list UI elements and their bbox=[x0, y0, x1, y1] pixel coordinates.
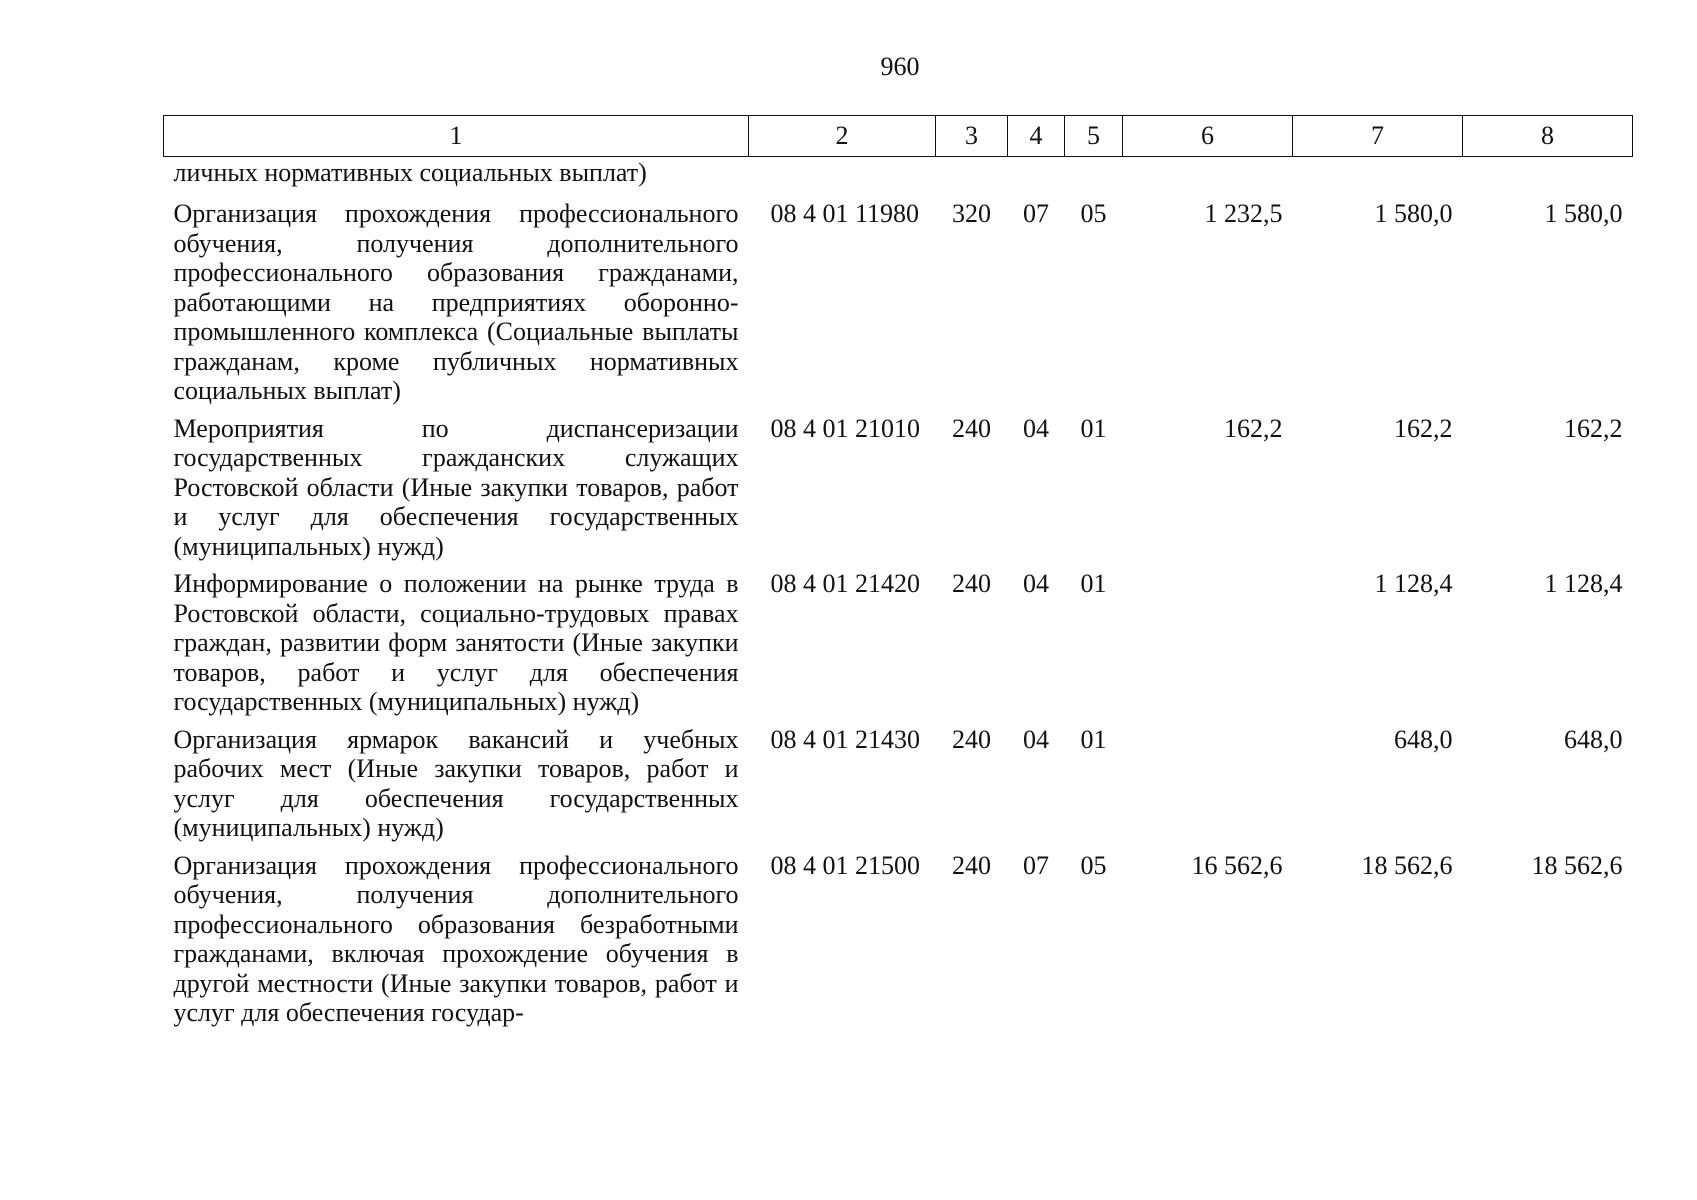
target-article-code: 08 4 01 21430 bbox=[770, 724, 920, 754]
amount-col-8: 18 562,6 bbox=[1531, 850, 1623, 880]
column-header: 8 bbox=[1463, 116, 1633, 157]
row-description: Организация прохождения профессионального обучения, получения дополнительного профессионального образования гражданами, работающими на предприятиях оборонно-промышленного комплекса (Социальные выплаты гражданам, кроме публичных нормативных социальных выплат) bbox=[173, 199, 739, 405]
column-header: 1 bbox=[164, 116, 749, 157]
target-article-code: 08 4 01 21420 bbox=[770, 569, 920, 598]
expense-type-code: 240 bbox=[952, 724, 991, 754]
amount-col-6: 162,2 bbox=[1224, 413, 1283, 443]
amount-col-8: 162,2 bbox=[1564, 413, 1623, 443]
amount-col-7: 18 562,6 bbox=[1361, 850, 1453, 880]
target-article-code: 08 4 01 21500 bbox=[770, 850, 920, 880]
subsection-code: 05 bbox=[1080, 199, 1107, 228]
row-description: Организация ярмарок вакансий и учебных рабочих мест (Иные закупки товаров, работ и услуг для обеспечения государственных (муниципальных) нужд) bbox=[173, 724, 739, 842]
expense-type-code: 240 bbox=[952, 413, 991, 443]
header-row bbox=[164, 116, 1633, 157]
subsection-code: 05 bbox=[1080, 850, 1107, 880]
row-description: Организация прохождения профессионального обучения, получения дополнительного профессионального образования безработными гражданами, включая прохождение обучения в другой местности (Иные закупки товаров, работ и услуг для обеспечения государ- bbox=[173, 850, 739, 1027]
row-description: Информирование о положении на рынке труда в Ростовской области, социально-трудовых правах граждан, развитии форм занятости (Иные закупки товаров, работ и услуг для обеспечения государственных (муниципальных) нужд) bbox=[173, 569, 739, 716]
continuation-text: личных нормативных социальных выплат) bbox=[173, 158, 647, 187]
column-header: 7 bbox=[1293, 116, 1463, 157]
subsection-code: 01 bbox=[1080, 569, 1107, 598]
subsection-code: 01 bbox=[1080, 413, 1107, 443]
target-article-code: 08 4 01 21010 bbox=[770, 413, 920, 443]
section-code: 07 bbox=[1023, 199, 1049, 228]
amount-col-7: 162,2 bbox=[1394, 413, 1453, 443]
amount-col-7: 1 128,4 bbox=[1374, 569, 1453, 598]
table-row bbox=[164, 189, 1633, 408]
section-code: 04 bbox=[1023, 569, 1049, 598]
target-article-code: 08 4 01 11980 bbox=[770, 199, 920, 228]
subsection-code: 01 bbox=[1080, 724, 1107, 754]
budget-table bbox=[163, 115, 1633, 1030]
table-row bbox=[164, 563, 1633, 719]
expense-type-code: 240 bbox=[952, 569, 991, 598]
expense-type-code: 240 bbox=[952, 850, 991, 880]
column-header: 5 bbox=[1065, 116, 1123, 157]
amount-col-7: 648,0 bbox=[1394, 724, 1453, 754]
section-code: 04 bbox=[1023, 413, 1049, 443]
page-number: 960 bbox=[880, 52, 920, 81]
row-description: Мероприятия по диспансеризации государственных гражданских служащих Ростовской области (Иные закупки товаров, работ и услуг для обеспечения государственных (муниципальных) нужд) bbox=[173, 413, 739, 561]
continuation-row bbox=[164, 157, 1633, 190]
column-header: 2 bbox=[749, 116, 936, 157]
amount-col-6: 16 562,6 bbox=[1191, 850, 1283, 880]
section-code: 04 bbox=[1023, 724, 1049, 754]
amount-col-6: 1 232,5 bbox=[1204, 199, 1283, 228]
amount-col-7: 1 580,0 bbox=[1374, 199, 1453, 228]
table-row bbox=[164, 719, 1633, 845]
table-row bbox=[164, 845, 1633, 1030]
amount-col-8: 1 128,4 bbox=[1544, 569, 1623, 598]
amount-col-6 bbox=[1123, 719, 1293, 845]
section-code: 07 bbox=[1023, 850, 1049, 880]
table-row bbox=[164, 408, 1633, 564]
amount-col-6 bbox=[1123, 563, 1293, 719]
expense-type-code: 320 bbox=[952, 199, 991, 228]
column-header: 3 bbox=[936, 116, 1008, 157]
amount-col-8: 648,0 bbox=[1564, 724, 1623, 754]
column-header: 4 bbox=[1008, 116, 1065, 157]
column-header: 6 bbox=[1123, 116, 1293, 157]
amount-col-8: 1 580,0 bbox=[1544, 199, 1623, 228]
